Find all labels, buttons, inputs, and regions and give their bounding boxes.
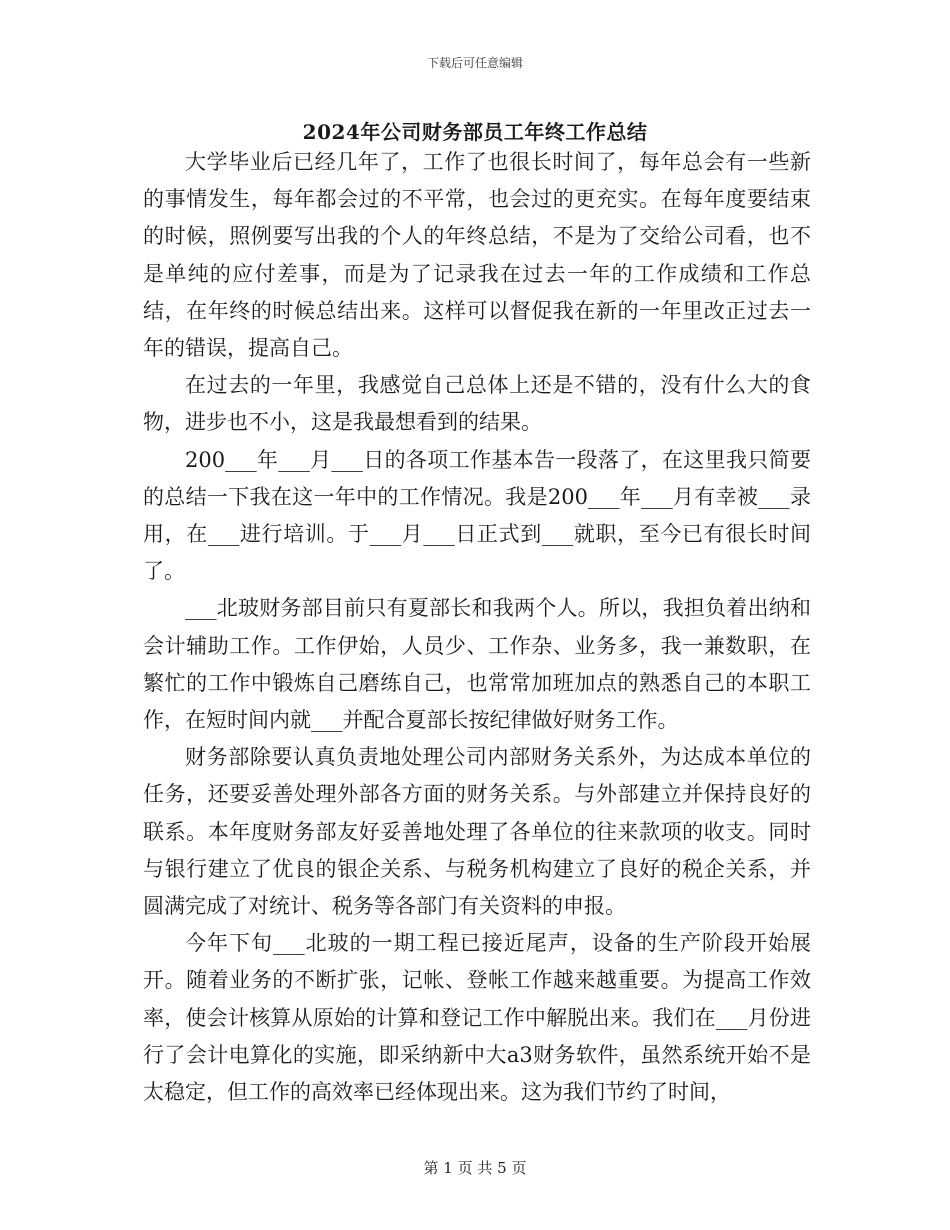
header-note: 下载后可任意编辑 bbox=[426, 56, 523, 70]
document-title: 2024年公司财务部员工年终工作总结 bbox=[302, 120, 648, 144]
document-body bbox=[143, 144, 811, 1111]
paragraph-5: 财务部除要认真负责地处理公司内部财务关系外，为达成本单位的任务，还要妥善处理外部各方面的财务关系。与外部建立并保持良好的联系。本年度财务部友好妥善地处理了各单位的往来款项的收支。同时与银行建立了优良的银企关系、与税务机构建立了良好的税企关系，并圆满完成了对统计、税务等各部门有关资料的申报。 bbox=[143, 745, 811, 919]
page-number: 第 1 页 共 5 页 bbox=[423, 1159, 527, 1177]
paragraph-4: ___北玻财务部目前只有夏部长和我两个人。所以，我担负着出纳和会计辅助工作。工作伊始，人员少、工作杂、业务多，我一兼数职，在繁忙的工作中锻炼自己磨练自己，也常常加班加点的熟悉自己的本职工作，在短时间内就___并配合夏部长按纪律做好财务工作。 bbox=[143, 596, 811, 733]
paragraph-2: 在过去的一年里，我感觉自己总体上还是不错的，没有什么大的食物，进步也不小，这是我最想看到的结果。 bbox=[143, 373, 811, 435]
paragraph-6: 今年下旬___北玻的一期工程已接近尾声，设备的生产阶段开始展开。随着业务的不断扩张，记帐、登帐工作越来越重要。为提高工作效率，使会计核算从原始的计算和登记工作中解脱出来。我们在___月份进行了会计电算化的实施，即采纳新中大a3财务软件，虽然系统开始不是太稳定，但工作的高效率已经体现出来。这为我们节约了时间， bbox=[143, 931, 811, 1105]
paragraph-3: 200___年___月___日的各项工作基本告一段落了，在这里我只简要的总结一下我在这一年中的工作情况。我是200___年___月有幸被___录用，在___进行培训。于___月___日正式到___就职，至今已有很长时间了。 bbox=[143, 447, 811, 584]
paragraph-1: 大学毕业后已经几年了，工作了也很长时间了，每年总会有一些新的事情发生，每年都会过的不平常，也会过的更充实。在每年度要结束的时候，照例要写出我的个人的年终总结，不是为了交给公司看，也不是单纯的应付差事，而是为了记录我在过去一年的工作成绩和工作总结，在年终的时候总结出来。这样可以督促我在新的一年里改正过去一年的错误，提高自己。 bbox=[143, 150, 811, 361]
